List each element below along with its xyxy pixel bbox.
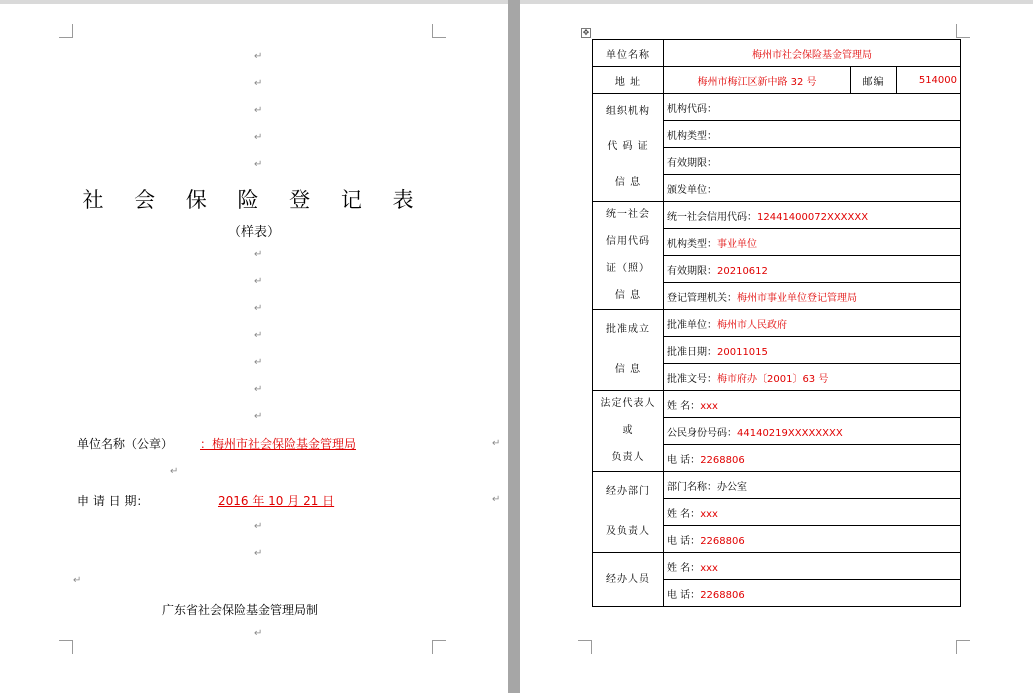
crop-mark <box>956 640 970 654</box>
table-row <box>593 40 961 67</box>
unit-name-cell-label: 单位名称 <box>593 40 664 67</box>
move-handle-icon[interactable]: ✥ <box>582 28 590 37</box>
crop-mark <box>59 640 73 654</box>
unit-name-label: 单位名称（公章） <box>77 437 174 451</box>
table-row <box>593 472 961 499</box>
table-row <box>593 553 961 580</box>
address-cell-value[interactable]: 梅州市梅江区新中路 32 号 <box>664 67 851 94</box>
approval-doc-field[interactable]: 批准文号：梅市府办〔2001〕63 号 <box>664 364 961 391</box>
paragraph-mark: ↵ <box>73 575 82 586</box>
crop-mark <box>578 640 592 654</box>
paragraph-mark: ↵ <box>254 330 263 341</box>
legal-rep-phone-field[interactable]: 电 话：2268806 <box>664 445 961 472</box>
table-row <box>593 310 961 337</box>
registration-table <box>592 39 961 607</box>
legal-rep-id-field[interactable]: 公民身份号码：44140219XXXXXXXX <box>664 418 961 445</box>
postcode-cell-value[interactable]: 514000 <box>897 67 961 94</box>
credit-code-field[interactable]: 统一社会信用代码：12441400072XXXXXX <box>664 202 961 229</box>
crop-mark <box>432 24 446 38</box>
document-title: 社 会 保 险 登 记 表 <box>82 188 426 212</box>
paragraph-mark: ↵ <box>254 132 263 143</box>
table-row <box>593 202 961 229</box>
handler-phone-field[interactable]: 电 话：2268806 <box>664 580 961 607</box>
handler-section-label: 经办人员 <box>593 553 664 607</box>
org-type-field[interactable]: 机构类型： <box>664 121 961 148</box>
table-row <box>593 67 961 94</box>
credit-authority-field[interactable]: 登记管理机关：梅州市事业单位登记管理局 <box>664 283 961 310</box>
paragraph-mark: ↵ <box>254 51 263 62</box>
paragraph-mark: ↵ <box>254 249 263 260</box>
dept-name-field[interactable]: 部门名称：办公室 <box>664 472 961 499</box>
unit-name-cell-value[interactable]: 梅州市社会保险基金管理局 <box>664 40 961 67</box>
paragraph-mark: ↵ <box>492 494 501 505</box>
approval-section-label: 批准成立 信 息 <box>593 310 664 391</box>
org-code-section-label: 组织机构 代 码 证 信 息 <box>593 94 664 202</box>
issuer-footer: 广东省社会保险基金管理局制 <box>162 603 319 617</box>
apply-date-label: 申 请 日 期： <box>77 494 149 508</box>
apply-date-value[interactable]: 2016 年 10 月 21 日 <box>218 494 335 508</box>
table-row <box>593 94 961 121</box>
paragraph-mark: ↵ <box>254 384 263 395</box>
paragraph-mark: ↵ <box>170 466 179 477</box>
crop-mark <box>956 24 970 38</box>
paragraph-mark: ↵ <box>254 303 263 314</box>
approval-date-field[interactable]: 批准日期：20011015 <box>664 337 961 364</box>
dept-section-label: 经办部门 及负责人 <box>593 472 664 553</box>
paragraph-mark: ↵ <box>254 78 263 89</box>
paragraph-mark: ↵ <box>254 357 263 368</box>
table-row <box>593 391 961 418</box>
form-page <box>520 4 1033 693</box>
approval-unit-field[interactable]: 批准单位：梅州市人民政府 <box>664 310 961 337</box>
org-validity-field[interactable]: 有效期限： <box>664 148 961 175</box>
legal-rep-section-label: 法定代表人 或 负责人 <box>593 391 664 472</box>
handler-name-field[interactable]: 姓 名：xxx <box>664 553 961 580</box>
unit-name-value[interactable]: ：梅州市社会保险基金管理局 <box>200 437 357 451</box>
paragraph-mark: ↵ <box>254 159 263 170</box>
dept-phone-field[interactable]: 电 话：2268806 <box>664 526 961 553</box>
credit-org-type-field[interactable]: 机构类型：事业单位 <box>664 229 961 256</box>
dept-head-name-field[interactable]: 姓 名：xxx <box>664 499 961 526</box>
page-gutter <box>508 0 520 693</box>
paragraph-mark: ↵ <box>492 438 501 449</box>
credit-validity-field[interactable]: 有效期限：20210612 <box>664 256 961 283</box>
postcode-cell-label: 邮编 <box>851 67 897 94</box>
document-subtitle: （样表） <box>227 225 280 240</box>
paragraph-mark: ↵ <box>254 276 263 287</box>
paragraph-mark: ↵ <box>254 521 263 532</box>
crop-mark <box>59 24 73 38</box>
address-cell-label: 地 址 <box>593 67 664 94</box>
paragraph-mark: ↵ <box>254 628 263 639</box>
org-code-field[interactable]: 机构代码： <box>664 94 961 121</box>
paragraph-mark: ↵ <box>254 411 263 422</box>
org-issuer-field[interactable]: 颁发单位： <box>664 175 961 202</box>
legal-rep-name-field[interactable]: 姓 名：xxx <box>664 391 961 418</box>
paragraph-mark: ↵ <box>254 105 263 116</box>
credit-code-section-label: 统一社会 信用代码 证（照） 信 息 <box>593 202 664 310</box>
paragraph-mark: ↵ <box>254 548 263 559</box>
crop-mark <box>432 640 446 654</box>
cover-page <box>0 4 508 693</box>
